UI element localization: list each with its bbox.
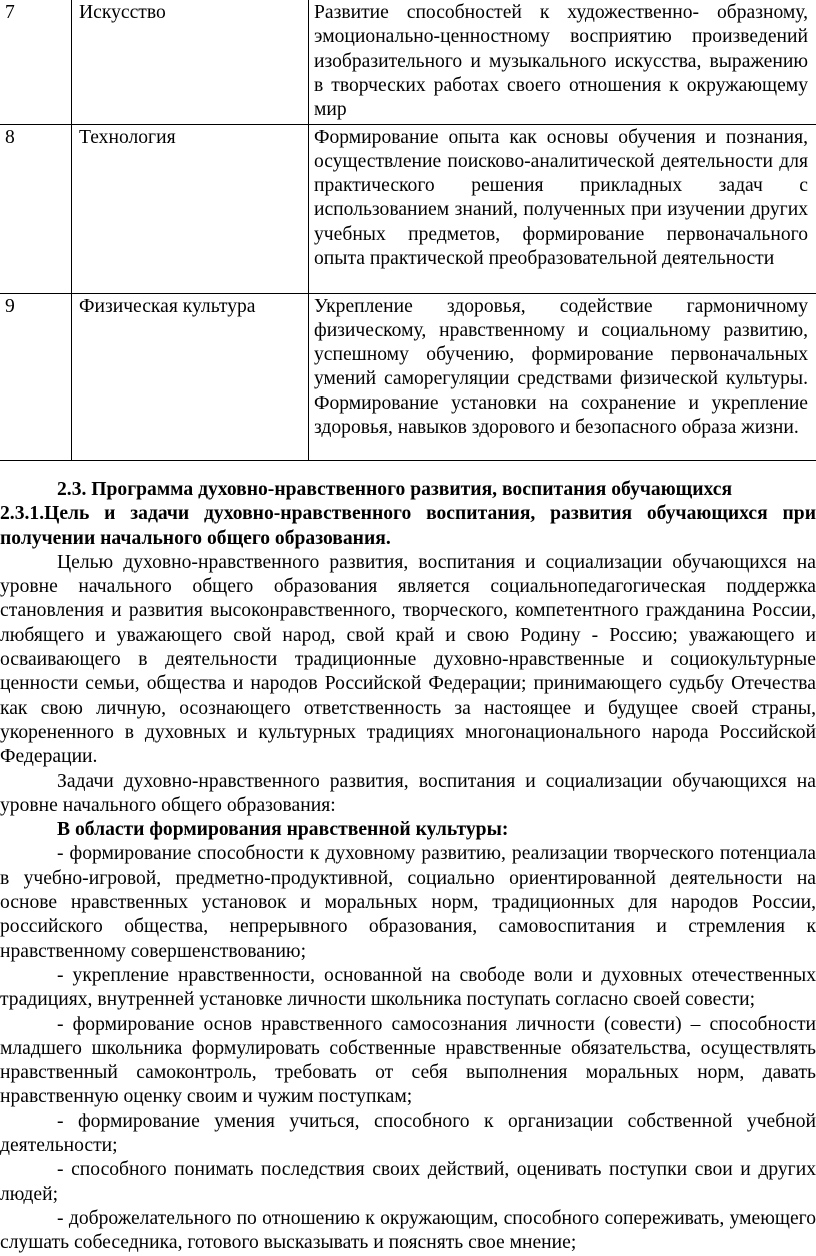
- area-heading: В области формирования нравственной культуры:: [0, 818, 816, 842]
- section-subheading: 2.3.1.Цель и задачи духовно-нравственного воспитания, развития обучающихся при получении начального общего образования.: [0, 502, 816, 551]
- subject-name: Физическая культура: [72, 293, 309, 460]
- subject-description: Развитие способностей к художественно- образному, эмоционально-ценностному восприятию произведений изобразительного и музыкального искусства, выражению в творческих работах своего отношения к окружающему мир: [309, 0, 816, 124]
- table-row: [0, 293, 816, 460]
- tasks-paragraph: Задачи духовно-нравственного развития, воспитания и социализации обучающихся на уровне начального общего образования:: [0, 770, 816, 819]
- subject-description: Укрепление здоровья, содействие гармоничному физическому, нравственному и социальному развитию, успешному обучению, формирование первоначальных умений саморегуляции средствами физической культуры. Формирование установки на сохранение и укрепление здоровья, навыков здорового и безопасного образа жизни.: [309, 293, 816, 460]
- section-body: [0, 478, 816, 1256]
- row-number: 7: [0, 0, 72, 124]
- row-number: 8: [0, 124, 72, 293]
- goal-paragraph: Целью духовно-нравственного развития, воспитания и социализации обучающихся на уровне начального общего образования является социальнопедагогическая поддержка становления и развития высоконравственного, творческого, компетентного гражданина России, любящего и уважающего свой народ, свой край и свою Родину - Россию; уважающего и осваивающего в деятельности традиционные духовно-нравственные и социокультурные ценности семьи, общества и народов Российской Федерации; принимающего судьбу Отечества как свою личную, осознающего ответственность за настоящее и будущее своей страны, укорененного в духовных и культурных традициях многонационального народа Российской Федерации.: [0, 551, 816, 770]
- list-item: - формирование умения учиться, способного к организации собственной учебной деятельности;: [0, 1110, 816, 1159]
- table-row: [0, 124, 816, 293]
- section-heading: 2.3. Программа духовно-нравственного развития, воспитания обучающихся: [0, 478, 816, 502]
- list-item: - способного понимать последствия своих действий, оценивать поступки свои и других людей;: [0, 1158, 816, 1207]
- subject-description: Формирование опыта как основы обучения и познания, осуществление поисково-аналитической деятельности для практического решения прикладных задач с использованием знаний, полученных при изучении других учебных предметов, формирование первоначального опыта практической преобразовательной деятельности: [309, 124, 816, 293]
- list-item: - формирование способности к духовному развитию, реализации творческого потенциала в учебно-игровой, предметно-продуктивной, социально ориентированной деятельности на основе нравственных установок и моральных норм, традиционных для народов России, российского общества, непрерывного образования, самовоспитания и стремления к нравственному совершенствованию;: [0, 842, 816, 963]
- table-row: [0, 0, 816, 124]
- list-item: - доброжелательного по отношению к окружающим, способного сопереживать, умеющего слушать собеседника, готового высказывать и пояснять свое мнение;: [0, 1207, 816, 1256]
- subject-name: Технология: [72, 124, 309, 293]
- row-number: 9: [0, 293, 72, 460]
- subjects-table: [0, 0, 816, 461]
- subject-name: Искусство: [72, 0, 309, 124]
- list-item: - формирование основ нравственного самосознания личности (совести) – способности младшего школьника формулировать собственные нравственные обязательства, осуществлять нравственный самоконтроль, требовать от себя выполнения моральных норм, давать нравственную оценку своим и чужим поступкам;: [0, 1013, 816, 1110]
- list-item: - укрепление нравственности, основанной на свободе воли и духовных отечественных традициях, внутренней установке личности школьника поступать согласно своей совести;: [0, 964, 816, 1013]
